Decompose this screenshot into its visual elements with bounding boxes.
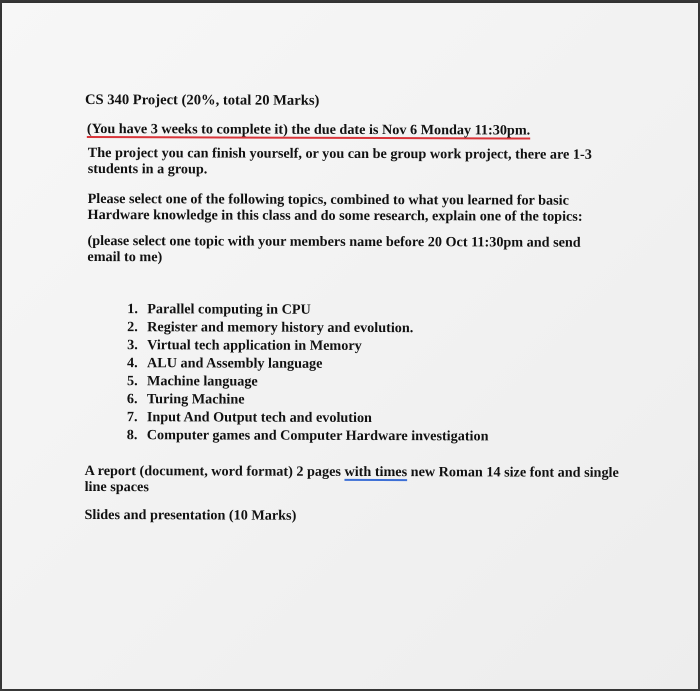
project-title: CS 340 Project (20%, total 20 Marks) <box>84 91 320 109</box>
topic-item <box>127 301 625 319</box>
topic-number: 5. <box>126 373 138 390</box>
topic-text: Virtual tech application in Memory <box>147 337 362 354</box>
topic-number: 2. <box>127 319 138 336</box>
topic-text: ALU and Assembly language <box>147 355 323 372</box>
topic-text: Turing Machine <box>146 391 245 408</box>
topic-text: Machine language <box>146 373 258 390</box>
instructions-paragraph: Please select one of the following topics, combined to what you learned for basic Hardware knowledge in this class and do some research, explain one of the topics: <box>87 191 583 225</box>
topic-item <box>127 391 625 409</box>
topic-item <box>127 337 625 355</box>
topic-number: 8. <box>126 427 138 444</box>
report-requirements <box>85 463 625 497</box>
topic-list <box>85 301 625 445</box>
topic-item <box>127 355 625 373</box>
topic-text: Register and memory history and evolution. <box>147 319 414 337</box>
topic-number: 7. <box>126 409 138 426</box>
topic-text: Parallel computing in CPU <box>147 301 311 318</box>
report-text-end: new Roman 14 size font and single line spaces <box>84 464 619 496</box>
report-text-start: A report (document, word format) 2 pages <box>84 462 345 480</box>
topic-text: Input And Output tech and evolution <box>146 409 373 427</box>
due-date-notice: (You have 3 weeks to complete it) the due date is Nov 6 Monday 11:30pm. <box>86 121 531 139</box>
topic-number: 3. <box>127 337 138 354</box>
topic-selection-note: (please select one topic with your members name before 20 Oct 11:30pm and send email to me) <box>87 233 581 266</box>
topic-text: Computer games and Computer Hardware investigation <box>146 427 489 445</box>
topic-item <box>127 427 625 445</box>
group-info-paragraph: The project you can finish yourself, or you can be group work project, there are 1-3 students in a group. <box>87 145 592 178</box>
topic-item <box>127 319 625 337</box>
slides-requirement: Slides and presentation (10 Marks) <box>84 506 297 524</box>
topic-number: 1. <box>127 301 138 318</box>
topic-item <box>127 409 625 427</box>
topic-number: 6. <box>126 391 138 408</box>
topic-item <box>127 373 625 391</box>
spellcheck-underlined-text: with times <box>344 463 408 481</box>
topic-number: 4. <box>127 355 138 372</box>
document-content <box>84 92 626 525</box>
